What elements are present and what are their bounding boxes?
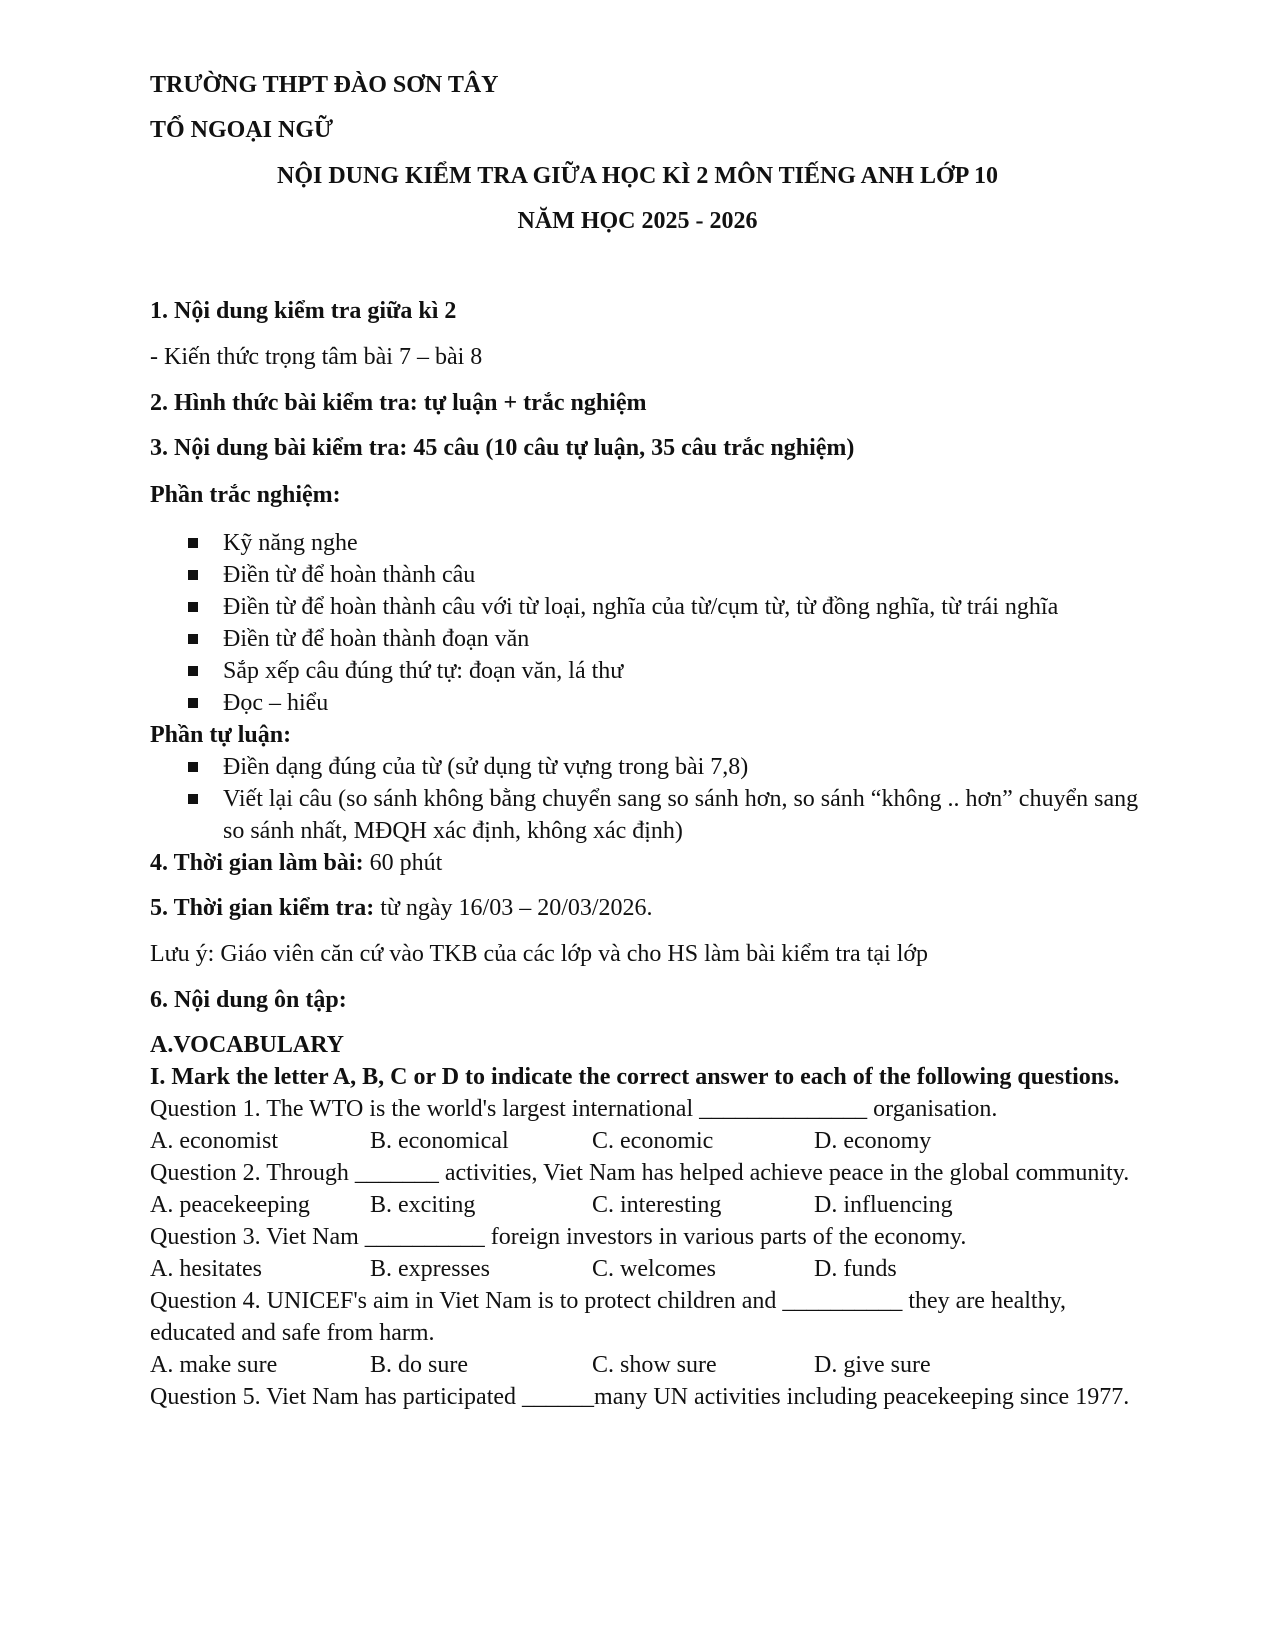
bullet-icon bbox=[188, 666, 198, 676]
section-2-heading: 2. Hình thức bài kiểm tra: tự luận + trắc nghiệm bbox=[150, 390, 647, 416]
school-name: TRƯỜNG THPT ĐÀO SƠN TÂY bbox=[150, 72, 499, 98]
list-item: Điền dạng đúng của từ (sử dụng từ vựng trong bài 7,8) bbox=[223, 754, 749, 780]
list-item: Kỹ năng nghe bbox=[223, 530, 358, 556]
option-b: B. exciting bbox=[370, 1192, 476, 1218]
bullet-icon bbox=[188, 570, 198, 580]
section-5-label: 5. Thời gian kiểm tra: bbox=[150, 895, 375, 921]
option-a: A. make sure bbox=[150, 1352, 278, 1378]
question-5: Question 5. Viet Nam has participated ______many UN activities including peacekeeping since 1977. bbox=[150, 1384, 1130, 1410]
question-4-continuation: educated and safe from harm. bbox=[150, 1320, 435, 1346]
option-d: D. funds bbox=[814, 1256, 897, 1282]
section-4-value: 60 phút bbox=[363, 850, 443, 876]
section-1-heading: 1. Nội dung kiểm tra giữa kì 2 bbox=[150, 298, 457, 324]
question-4: Question 4. UNICEF's aim in Viet Nam is to protect children and __________ they are healthy, bbox=[150, 1288, 1067, 1314]
section-4-label: 4. Thời gian làm bài: bbox=[150, 850, 364, 876]
option-d: D. economy bbox=[814, 1128, 932, 1154]
list-item-continuation: so sánh nhất, MĐQH xác định, không xác định) bbox=[223, 818, 683, 844]
bullet-icon bbox=[188, 602, 198, 612]
bullet-icon bbox=[188, 762, 198, 772]
question-3: Question 3. Viet Nam __________ foreign investors in various parts of the economy. bbox=[150, 1224, 967, 1250]
list-item: Điền từ để hoàn thành câu với từ loại, nghĩa của từ/cụm từ, từ đồng nghĩa, từ trái nghĩa bbox=[223, 594, 1059, 620]
note-text: Lưu ý: Giáo viên căn cứ vào TKB của các lớp và cho HS làm bài kiểm tra tại lớp bbox=[150, 941, 929, 967]
option-a: A. peacekeeping bbox=[150, 1192, 310, 1218]
section-1-content: - Kiến thức trọng tâm bài 7 – bài 8 bbox=[150, 344, 483, 370]
section-4 bbox=[150, 848, 442, 878]
question-2: Question 2. Through _______ activities, Viet Nam has helped achieve peace in the global community. bbox=[150, 1160, 1130, 1186]
option-b: B. do sure bbox=[370, 1352, 468, 1378]
option-c: C. show sure bbox=[592, 1352, 717, 1378]
option-c: C. welcomes bbox=[592, 1256, 716, 1282]
exercise-instruction: I. Mark the letter A, B, C or D to indicate the correct answer to each of the following questions. bbox=[150, 1064, 1120, 1090]
bullet-icon bbox=[188, 634, 198, 644]
bullet-icon bbox=[188, 698, 198, 708]
list-item: Đọc – hiểu bbox=[223, 690, 329, 716]
option-b: B. economical bbox=[370, 1128, 509, 1154]
bullet-icon bbox=[188, 538, 198, 548]
essay-heading: Phần tự luận: bbox=[150, 722, 292, 748]
option-c: C. economic bbox=[592, 1128, 714, 1154]
list-item: Điền từ để hoàn thành đoạn văn bbox=[223, 626, 530, 652]
question-1: Question 1. The WTO is the world's largest international ______________ organisation. bbox=[150, 1096, 998, 1122]
section-5 bbox=[150, 893, 653, 923]
multiple-choice-heading: Phần trắc nghiệm: bbox=[150, 482, 341, 508]
school-year: NĂM HỌC 2025 - 2026 bbox=[517, 208, 758, 234]
option-d: D. give sure bbox=[814, 1352, 931, 1378]
section-3-heading: 3. Nội dung bài kiểm tra: 45 câu (10 câu tự luận, 35 câu trắc nghiệm) bbox=[150, 435, 855, 461]
bullet-icon bbox=[188, 794, 198, 804]
list-item: Viết lại câu (so sánh không bằng chuyển sang so sánh hơn, so sánh “không .. hơn” chuyển sang bbox=[223, 786, 1139, 812]
section-6-heading: 6. Nội dung ôn tập: bbox=[150, 987, 347, 1013]
option-d: D. influencing bbox=[814, 1192, 953, 1218]
list-item: Điền từ để hoàn thành câu bbox=[223, 562, 476, 588]
option-b: B. expresses bbox=[370, 1256, 490, 1282]
option-a: A. hesitates bbox=[150, 1256, 262, 1282]
section-5-value: từ ngày 16/03 – 20/03/2026. bbox=[374, 895, 653, 921]
option-c: C. interesting bbox=[592, 1192, 722, 1218]
document-title: NỘI DUNG KIỂM TRA GIỮA HỌC KÌ 2 MÔN TIẾNG ANH LỚP 10 bbox=[277, 163, 998, 189]
department-name: TỔ NGOẠI NGỮ bbox=[150, 117, 334, 143]
vocabulary-heading: A.VOCABULARY bbox=[150, 1032, 345, 1058]
option-a: A. economist bbox=[150, 1128, 278, 1154]
list-item: Sắp xếp câu đúng thứ tự: đoạn văn, lá thư bbox=[223, 658, 624, 684]
